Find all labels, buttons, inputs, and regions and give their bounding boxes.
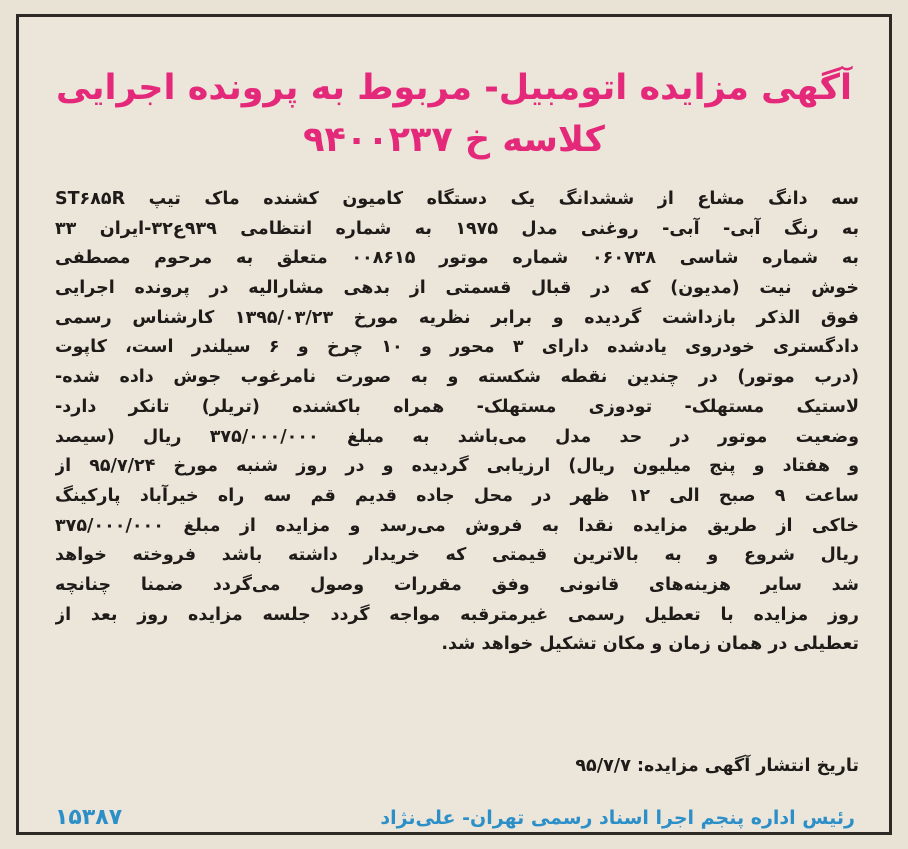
body-line: خوش نیت (مدیون) که در قبال قسمتی از بدهی مشارالیه در پرونده اجرایی <box>55 278 859 299</box>
body-line: خاکی از طریق مزایده نقدا به فروش می‌رسد و مزایده از مبلغ ۳۷۵/۰۰۰/۰۰۰ <box>55 515 859 536</box>
notice-body <box>55 185 859 660</box>
notice-title-line-2: کلاسه خ ۹۴۰۰۲۳۷ <box>303 120 605 160</box>
body-line: دادگستری خودروی یادشده دارای ۳ محور و ۱۰ چرخ و ۶ سیلندر است، کاپوت <box>55 337 859 358</box>
signature: رئیس اداره پنجم اجرا اسناد رسمی تهران- علی‌نژاد <box>380 807 855 829</box>
body-line: فوق الذکر بازداشت گردیده و برابر نظریه مورخ ۱۳۹۵/۰۳/۲۳ کارشناس رسمی <box>55 307 859 328</box>
body-line: سه دانگ مشاع از ششدانگ یک دستگاه کامیون کشنده ماک تیپ ST۶۸۵R <box>55 189 859 209</box>
notice-frame <box>16 14 892 835</box>
body-line: و هفتاد و پنج میلیون ریال) ارزیابی گردیده و در روز شنبه مورخ ۹۵/۷/۲۴ از <box>55 456 859 477</box>
notice-code: ۱۵۳۸۷ <box>55 805 123 830</box>
notice-title-line-1: آگهی مزایده اتومبیل- مربوط به پرونده اجرایی <box>55 68 852 108</box>
body-line: ساعت ۹ صبح الی ۱۲ ظهر در محل جاده قدیم قم سه راه خیرآباد پارکینگ <box>55 485 859 506</box>
body-line: تعطیلی در همان زمان و مکان تشکیل خواهد شد. <box>441 634 859 655</box>
body-line: به شماره شاسی ۰۶۰۷۳۸ شماره موتور ۰۰۸۶۱۵ متعلق به مرحوم مصطفی <box>55 248 859 269</box>
body-line: وضعیت موتور در حد مدل می‌باشد به مبلغ ۳۷۵/۰۰۰/۰۰۰ ریال (سیصد <box>55 426 859 447</box>
body-line: (درب موتور) در چندین نقطه شکسته و به صورت نامرغوب جوش داده شده- <box>55 367 859 388</box>
body-line: لاستیک مستهلک- تودوزی مستهلک- همراه باکشنده (تریلر) تانکر دارد- <box>55 396 859 417</box>
body-line: به رنگ آبی- آبی- روغنی مدل ۱۹۷۵ به شماره انتظامی ۹۳۹ع۳۲-ایران ۳۳ <box>55 218 859 239</box>
body-line: ریال شروع و به بالاترین قیمتی که خریدار داشته باشد فروخته خواهد <box>55 545 859 566</box>
body-line: شد سایر هزینه‌های قانونی وفق مقررات وصول می‌گردد ضمنا چنانچه <box>55 574 859 595</box>
publish-date: تاریخ انتشار آگهی مزایده: ۹۵/۷/۷ <box>575 756 859 776</box>
body-line: روز مزایده با تعطیل رسمی غیرمترقبه مواجه گردد جلسه مزایده روز بعد از <box>55 604 859 625</box>
